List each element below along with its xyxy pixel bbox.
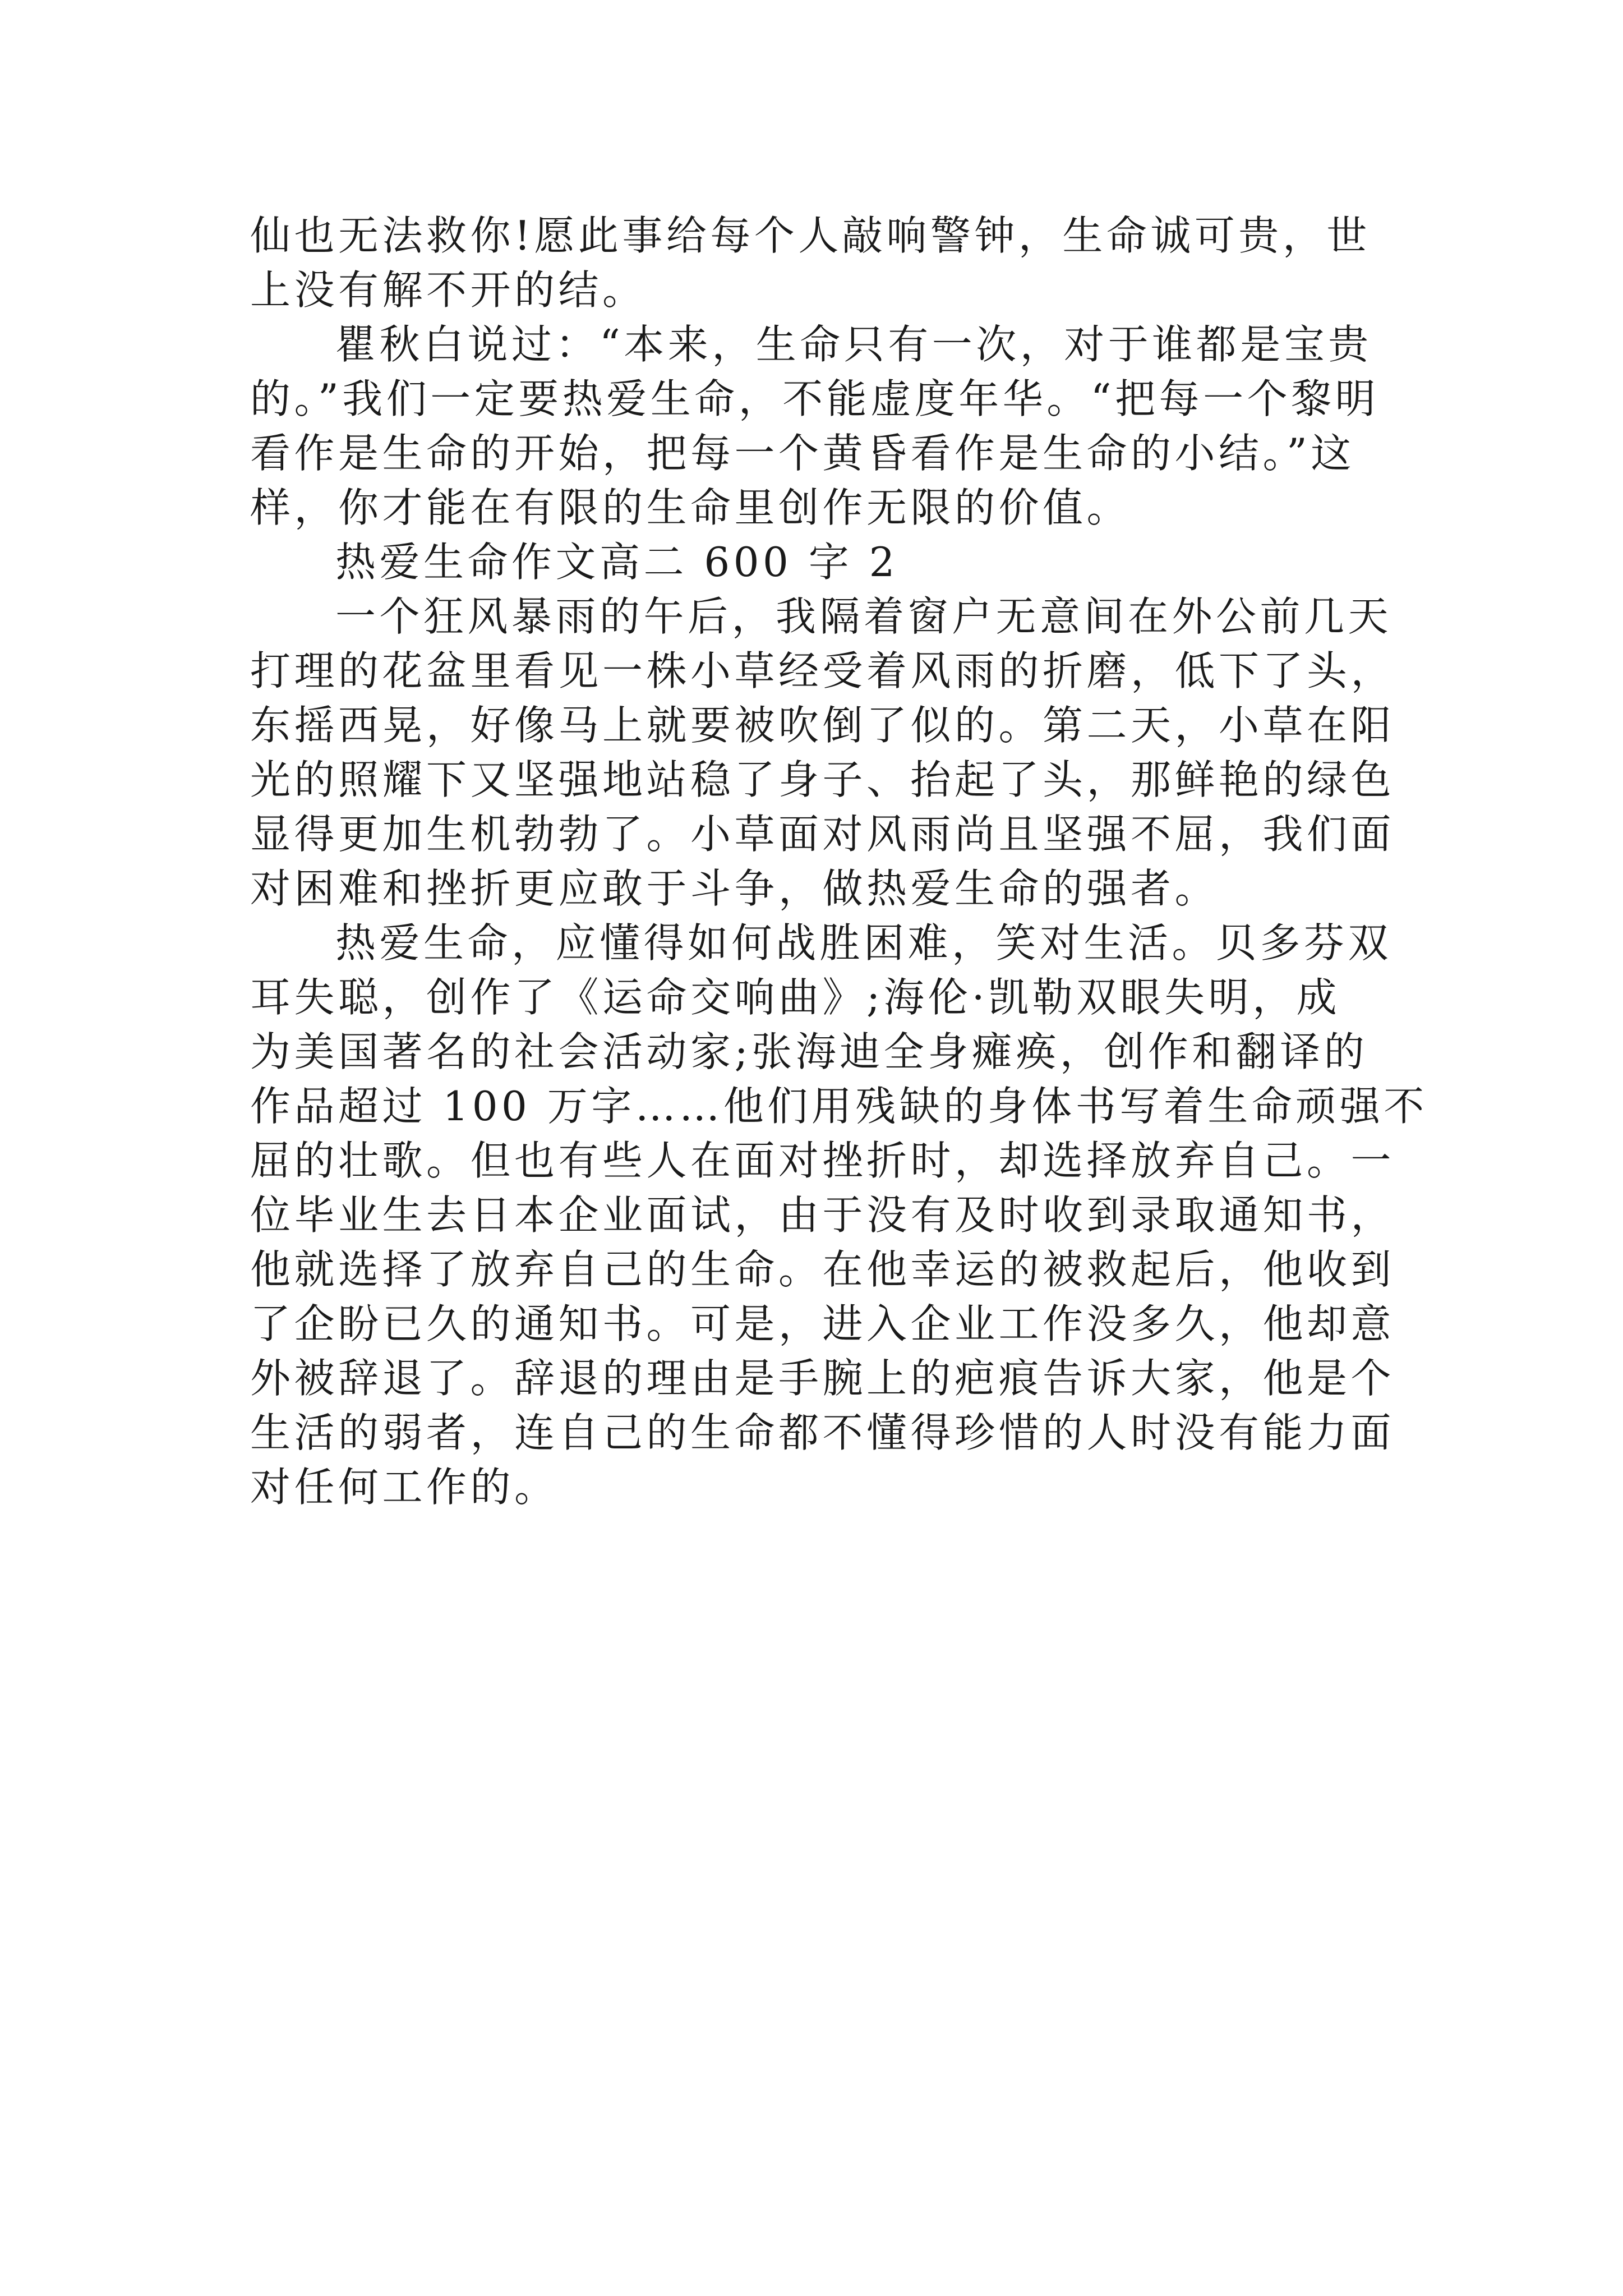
text-line: 的。”我们一定要热爱生命，不能虚度年华。“把每一个黎明	[250, 375, 1380, 422]
text-line: 上没有解不开的结。	[250, 266, 647, 314]
text-line: 对困难和挫折更应敢于斗争，做热爱生命的强者。	[250, 865, 1219, 912]
text-line: 位毕业生去日本企业面试，由于没有及时收到录取通知书，	[250, 1191, 1395, 1239]
paragraph-start-line: 热爱生命，应懂得如何战胜困难，笑对生活。贝多芬双	[335, 919, 1393, 967]
text-line: 显得更加生机勃勃了。小草面对风雨尚且坚强不屈，我们面	[250, 811, 1395, 858]
text-line: 他就选择了放弃自己的生命。在他幸运的被救起后，他收到	[250, 1246, 1395, 1293]
text-line: 样，你才能在有限的生命里创作无限的价值。	[250, 484, 1131, 531]
text-line: 为美国著名的社会活动家;张海迪全身瘫痪，创作和翻译的	[250, 1028, 1368, 1075]
document-body	[250, 209, 1428, 1515]
text-line: 光的照耀下又坚强地站稳了身子、抬起了头，那鲜艳的绿色	[250, 756, 1395, 803]
text-line: 了企盼已久的通知书。可是，进入企业工作没多久，他却意	[250, 1300, 1395, 1347]
text-line: 屈的壮歌。但也有些人在面对挫折时，却选择放弃自己。一	[250, 1137, 1395, 1184]
text-line: 仙也无法救你!愿此事给每个人敲响警钟，生命诚可贵，世	[250, 212, 1371, 259]
section-heading: 热爱生命作文高二 600 字 2	[335, 539, 898, 586]
text-line: 耳失聪，创作了《运命交响曲》;海伦·凯勒双眼失明，成	[250, 974, 1341, 1021]
text-line: 生活的弱者，连自己的生命都不懂得珍惜的人时没有能力面	[250, 1409, 1395, 1456]
paragraph-start-line: 一个狂风暴雨的午后，我隔着窗户无意间在外公前几天	[335, 593, 1393, 640]
text-line: 作品超过 100 万字……他们用残缺的身体书写着生命顽强不	[250, 1083, 1428, 1130]
paragraph-start-line: 瞿秋白说过：“本来，生命只有一次，对于谁都是宝贵	[335, 321, 1372, 368]
text-line: 对任何工作的。	[250, 1464, 559, 1511]
text-line: 看作是生命的开始，把每一个黄昏看作是生命的小结。”这	[250, 430, 1355, 477]
text-line: 东摇西晃，好像马上就要被吹倒了似的。第二天，小草在阳	[250, 702, 1395, 749]
text-line: 外被辞退了。辞退的理由是手腕上的疤痕告诉大家，他是个	[250, 1355, 1395, 1402]
text-line: 打理的花盆里看见一株小草经受着风雨的折磨，低下了头，	[250, 647, 1395, 694]
